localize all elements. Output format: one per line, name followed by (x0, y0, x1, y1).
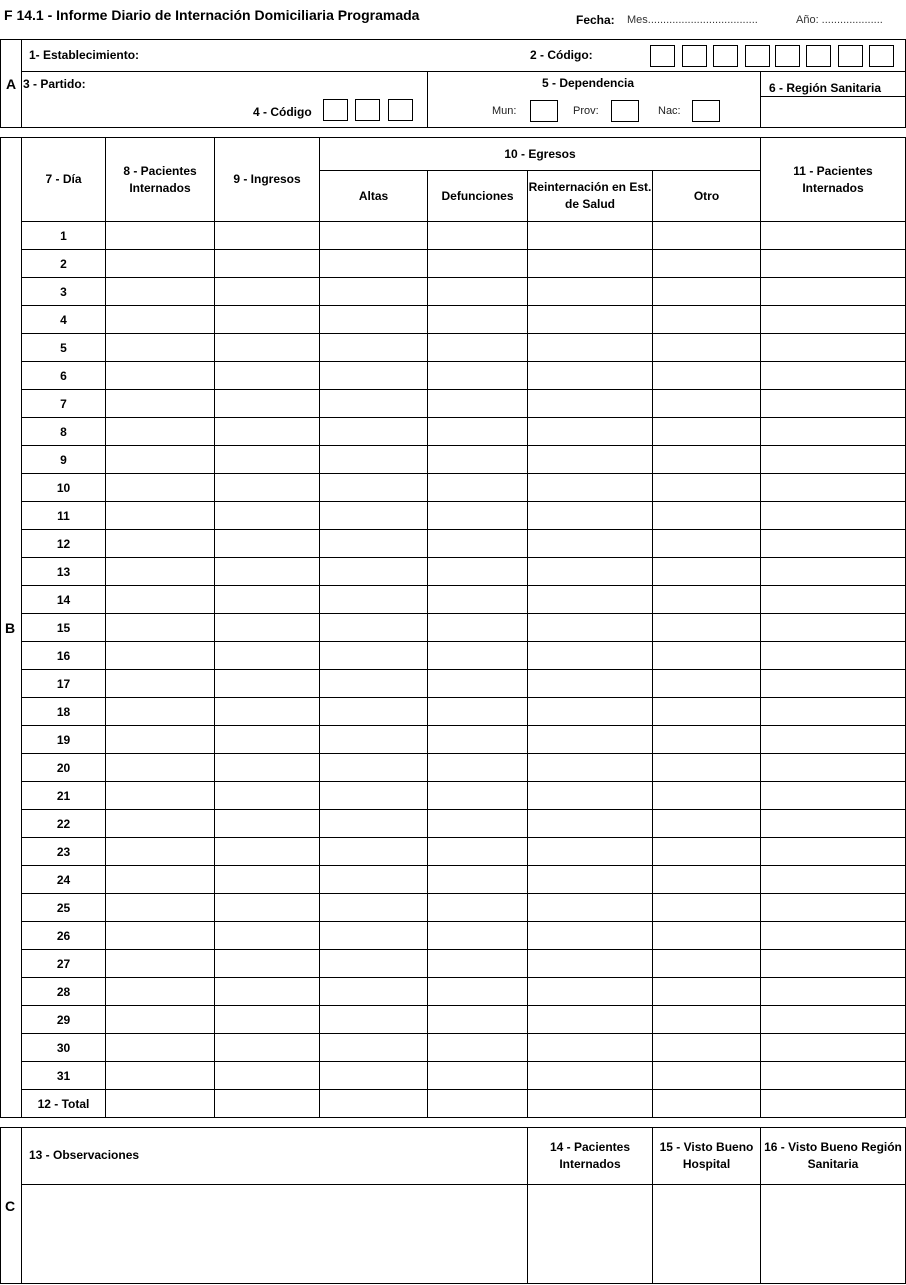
mes-field[interactable]: Mes.................................... (627, 14, 758, 26)
day-label: 31 (56, 1069, 71, 1083)
partido-box-2[interactable] (355, 99, 380, 121)
col-pacientes-final-header: 11 - Pacientes Internados (793, 164, 873, 195)
codigo-box-4[interactable] (745, 45, 770, 67)
row-divider (22, 277, 906, 278)
col-altas-header: Altas (358, 188, 389, 203)
day-label: 21 (56, 789, 71, 803)
day-label: 5 (60, 341, 67, 355)
dependencia-label: 5 - Dependencia (542, 76, 635, 90)
row-divider (22, 977, 906, 978)
day-label: 20 (56, 761, 71, 775)
day-label: 9 (60, 453, 67, 467)
day-label: 22 (56, 817, 71, 831)
col-pacientes-header: 8 - Pacientes Internados (123, 164, 197, 195)
day-label: 26 (56, 929, 71, 943)
day-label: 29 (56, 1013, 71, 1027)
day-label: 23 (56, 845, 71, 859)
row-divider (22, 781, 906, 782)
row-divider (22, 725, 906, 726)
row-divider (22, 305, 906, 306)
col-reinternacion-header: Reinternación en Est. de Salud (528, 180, 652, 211)
codigo-box-7[interactable] (838, 45, 863, 67)
codigo-partido-label: 4 - Código (253, 105, 312, 119)
codigo-box-5[interactable] (775, 45, 800, 67)
row-divider (22, 697, 906, 698)
row-divider (22, 949, 906, 950)
row-divider (22, 753, 906, 754)
day-label: 10 (56, 481, 71, 495)
anio-field[interactable]: Año: .................... (796, 14, 883, 26)
row-divider (22, 249, 906, 250)
row-divider (22, 669, 906, 670)
total-label: 12 - Total (37, 1097, 90, 1111)
row-divider (22, 529, 906, 530)
day-label: 1 (60, 229, 67, 243)
day-label: 7 (60, 397, 67, 411)
col-otro-header: Otro (693, 188, 720, 203)
row-divider (22, 445, 906, 446)
observaciones-label: 13 - Observaciones (29, 1148, 140, 1162)
codigo-box-3[interactable] (713, 45, 738, 67)
col-ingresos-header: 9 - Ingresos (233, 172, 301, 186)
fecha-label: Fecha: (576, 13, 615, 27)
row-divider (22, 473, 906, 474)
row-divider (22, 417, 906, 418)
codigo-label: 2 - Código: (530, 48, 593, 62)
row-divider (22, 1089, 906, 1090)
visto-region-field[interactable] (761, 1185, 905, 1283)
day-label: 30 (56, 1041, 71, 1055)
section-a-label: A (6, 76, 17, 92)
codigo-box-8[interactable] (869, 45, 894, 67)
day-label: 4 (60, 313, 67, 327)
region-label: 6 - Región Sanitaria (769, 81, 882, 95)
day-label: 15 (56, 621, 71, 635)
day-label: 17 (56, 677, 71, 691)
row-divider (22, 501, 906, 502)
form-title: F 14.1 - Informe Diario de Internación Domiciliaria Programada (4, 7, 420, 23)
codigo-box-2[interactable] (682, 45, 707, 67)
prov-label: Prov: (573, 105, 599, 117)
mun-box[interactable] (530, 100, 558, 122)
visto-region-header: 16 - Visto Bueno Región Sanitaria (764, 1140, 902, 1171)
c-pacientes-field[interactable] (528, 1185, 652, 1283)
day-label: 11 (57, 509, 70, 523)
nac-label: Nac: (658, 105, 681, 117)
row-divider (22, 613, 906, 614)
codigo-box-6[interactable] (806, 45, 831, 67)
visto-hospital-field[interactable] (653, 1185, 760, 1283)
partido-box-1[interactable] (323, 99, 348, 121)
row-divider (22, 921, 906, 922)
codigo-box-1[interactable] (650, 45, 675, 67)
observaciones-field[interactable] (22, 1185, 527, 1283)
row-divider (22, 1061, 906, 1062)
day-label: 13 (56, 565, 71, 579)
day-label: 12 (56, 537, 71, 551)
col-dia-header: 7 - Día (45, 172, 82, 186)
row-divider (22, 1005, 906, 1006)
col-defunciones-header: Defunciones (441, 188, 514, 203)
section-b-label: B (5, 620, 16, 636)
section-c-label: C (5, 1198, 16, 1214)
day-label: 16 (56, 649, 71, 663)
day-label: 24 (56, 873, 71, 887)
mun-label: Mun: (492, 105, 517, 117)
row-divider (22, 1033, 906, 1034)
establecimiento-label: 1- Establecimiento: (29, 48, 140, 62)
col-egresos-header: 10 - Egresos (504, 146, 576, 161)
day-label: 19 (56, 733, 71, 747)
partido-label: 3 - Partido: (23, 77, 86, 91)
row-divider (22, 389, 906, 390)
row-divider (22, 557, 906, 558)
row-divider (22, 333, 906, 334)
day-label: 3 (60, 285, 67, 299)
day-label: 25 (56, 901, 71, 915)
row-divider (22, 837, 906, 838)
prov-box[interactable] (611, 100, 639, 122)
c-pacientes-header: 14 - Pacientes Internados (549, 1140, 631, 1171)
row-divider (22, 809, 906, 810)
day-label: 27 (56, 957, 71, 971)
row-divider (22, 585, 906, 586)
day-label: 2 (60, 257, 67, 271)
day-label: 8 (60, 425, 67, 439)
day-label: 28 (56, 985, 71, 999)
row-divider (22, 893, 906, 894)
partido-box-3[interactable] (388, 99, 413, 121)
day-label: 6 (60, 369, 67, 383)
visto-hospital-header: 15 - Visto Bueno Hospital (659, 1140, 754, 1171)
nac-box[interactable] (692, 100, 720, 122)
day-label: 18 (56, 705, 71, 719)
day-label: 14 (56, 593, 71, 607)
row-divider (22, 865, 906, 866)
row-divider (22, 361, 906, 362)
row-divider (22, 641, 906, 642)
